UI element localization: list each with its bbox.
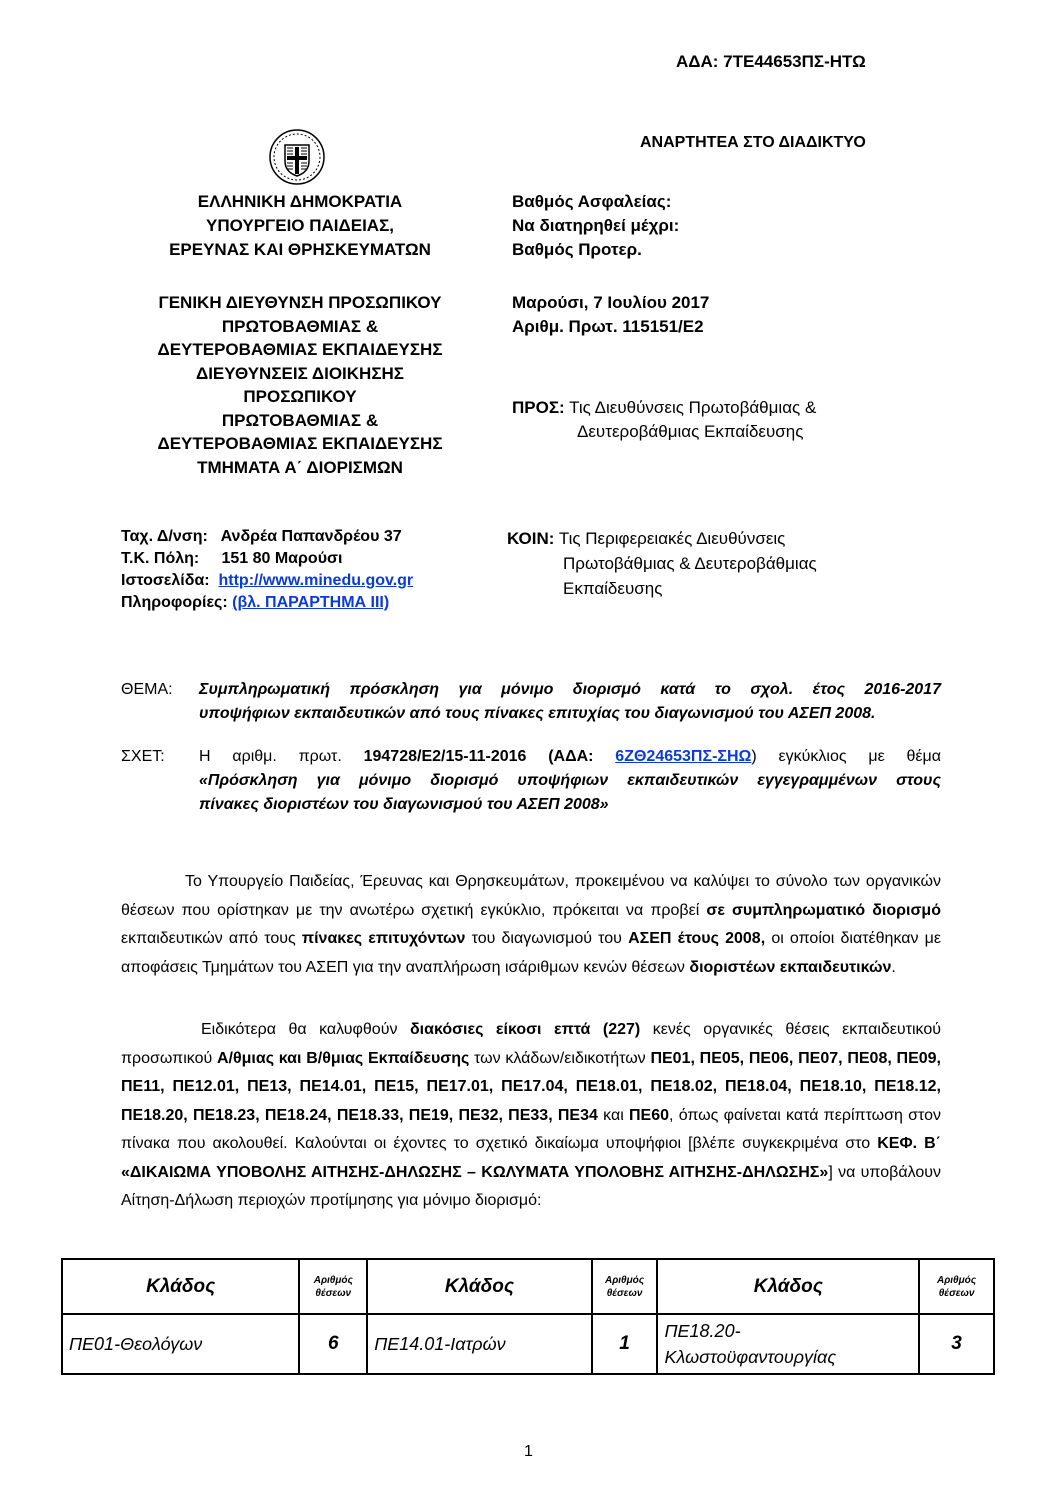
text-run: ΑΣΕΠ έτους 2008, (628, 930, 766, 947)
security-block (512, 190, 679, 262)
column-header-count (299, 1259, 367, 1314)
koin-line: Τις Περιφερειακές Διευθύνσεις (558, 529, 786, 548)
table-row (62, 1314, 994, 1374)
text-run: κενές οργανικές θέσεις εκπαιδευτικού προσωπικού (121, 1021, 942, 1067)
reference-line: «Πρόσκληση για μόνιμο διορισμό υποψήφιων εκπαιδευτικών εγγεγραμμένων στους (199, 772, 941, 789)
specialty-cell: ΠΕ14.01-Ιατρών (367, 1314, 591, 1374)
directorate-header (130, 291, 470, 479)
text-run: ΠΕ01, ΠΕ05, ΠΕ06, ΠΕ07, ΠΕ08, ΠΕ09, ΠΕ11, ΠΕ12.01, ΠΕ13, ΠΕ14.01, ΠΕ15, ΠΕ17.01, ΠΕ17.04, ΠΕ18.01, ΠΕ18.02, ΠΕ18.04, ΠΕ18.10, ΠΕ18.12, ΠΕ18.20, ΠΕ18.23, ΠΕ18.24, ΠΕ18.33, ΠΕ19, ΠΕ32, ΠΕ33, ΠΕ34 (121, 1049, 941, 1124)
text-run: ΠΕ60 (628, 1106, 670, 1124)
reference-number: 194728/Ε2/15-11-2016 (363, 748, 527, 765)
doc-date: Μαρούσι, 7 Ιουλίου 2017 (512, 293, 710, 312)
koin-line: Πρωτοβάθμιας & Δευτεροβάθμιας (563, 554, 817, 573)
specialty-line: Κλωστοϋφαντουργίας (664, 1347, 837, 1367)
reference-block (121, 745, 941, 817)
header-line: ΔΙΕΥΘΥΝΣΕΙΣ ΔΙΟΙΚΗΣΗΣ (195, 363, 405, 383)
security-level: Βαθμός Ασφαλείας: (512, 192, 672, 211)
page-number: 1 (524, 1443, 533, 1460)
pros-line: Τις Διευθύνσεις Πρωτοβάθμιας & (569, 398, 817, 417)
header-line: ΔΕΥΤΕΡΟΒΑΘΜΙΑΣ ΕΚΠΑΙΔΕΥΣΗΣ (157, 340, 443, 359)
priority-level: Βαθμός Προτερ. (512, 240, 642, 259)
table-header-row (62, 1259, 994, 1314)
column-header-specialty: Κλάδος (62, 1259, 299, 1314)
ministry-header (130, 190, 470, 262)
header-count-line: θέσεων (938, 1287, 975, 1299)
count-cell: 3 (919, 1314, 994, 1374)
header-count-line: Αριθμός (313, 1274, 353, 1286)
website-link[interactable]: http://www.minedu.gov.gr (218, 572, 414, 589)
column-header-count (919, 1259, 994, 1314)
subject-block (121, 678, 941, 726)
pros-label: ΠΡΟΣ: (512, 398, 565, 417)
text-run: και (597, 1106, 629, 1124)
text-run: Ειδικότερα θα καλυφθούν (201, 1021, 410, 1038)
ada-code: ΑΔΑ: 7ΤΕ44653ΠΣ-ΗΤΩ (676, 52, 866, 71)
postal-label: Τ.Κ. Πόλη: (121, 550, 200, 567)
koin-line: Εκπαίδευσης (563, 579, 663, 598)
column-header-specialty: Κλάδος (657, 1259, 919, 1314)
text-run: Το Υπουργείο Παιδείας, Έρευνας και Θρησκευμάτων, προκειμένου να καλύψει το σύνολο των οργανικών θέσεων που ορίστηκαν με την ανωτέρω σχετική εγκύκλιο, πρόκειται να προβεί (121, 873, 941, 919)
text-run: ΚΕΦ. Β΄ «ΔΙΚΑΙΩΜΑ ΥΠΟΒΟΛΗΣ ΑΙΤΗΣΗΣ-ΔΗΛΩΣΗΣ – ΚΩΛΥΜΑΤΑ ΥΠΟΛΟΒΗΣ ΑΙΤΗΣΗΣ-ΔΗΛΩΣΗΣ» (121, 1135, 941, 1181)
paragraph-2 (121, 1016, 941, 1216)
paragraph-1 (121, 868, 941, 982)
header-line: ΔΕΥΤΕΡΟΒΑΘΜΙΑΣ ΕΚΠΑΙΔΕΥΣΗΣ (157, 434, 443, 453)
count-cell: 1 (592, 1314, 658, 1374)
text-run: οι οποίοι διατέθηκαν με αποφάσεις Τμημάτων του ΑΣΕΠ για την αναπλήρωση ισάριθμων κενών θέσεων (121, 930, 942, 976)
reference-post: ) εγκύκλιος με θέμα (751, 748, 942, 765)
count-cell: 6 (299, 1314, 367, 1374)
contact-block (121, 526, 413, 614)
header-line: ΥΠΟΥΡΓΕΙΟ ΠΑΙΔΕΙΑΣ, (205, 216, 395, 235)
info-label: Πληροφορίες: (121, 594, 228, 611)
positions-table (61, 1258, 995, 1375)
koin-label: ΚΟΙΝ: (507, 529, 555, 548)
column-header-specialty: Κλάδος (367, 1259, 591, 1314)
reference-ada-open: (ΑΔΑ: (526, 748, 616, 765)
text-run: Α/θμιας και Β/θμιας Εκπαίδευσης (216, 1049, 470, 1067)
header-count-line: θέσεων (606, 1287, 643, 1299)
info-link[interactable]: (βλ. ΠΑΡΑΡΤΗΜΑ ΙΙΙ) (232, 594, 390, 611)
header-line: ΕΡΕΥΝΑΣ ΚΑΙ ΘΡΗΣΚΕΥΜΑΤΩΝ (169, 240, 431, 259)
header-line: ΤΜΗΜΑΤΑ Α΄ ΔΙΟΡΙΣΜΩΝ (197, 457, 403, 477)
text-run: διοριστέων εκπαιδευτικών (689, 958, 892, 976)
header-line: ΠΡΟΣΩΠΙΚΟΥ (243, 387, 357, 406)
header-count-line: Αριθμός (604, 1274, 645, 1286)
text-run: του διαγωνισμού του (465, 930, 629, 947)
pros-line: Δευτεροβάθμιας Εκπαίδευσης (577, 422, 804, 441)
header-line: ΕΛΛΗΝΙΚΗ ΔΗΜΟΚΡΑΤΙΑ (197, 192, 403, 211)
protocol-number: Αριθμ. Πρωτ. 115151/Ε2 (512, 317, 704, 336)
header-count-line: θέσεων (315, 1287, 352, 1299)
subject-line: Συμπληρωματική πρόσκληση για μόνιμο διορισμό κατά το σχολ. έτος 2016-2017 (199, 681, 941, 698)
date-protocol-block (512, 291, 709, 339)
cc-block (507, 526, 817, 601)
reference-line: πίνακες διοριστέων του διαγωνισμού του ΑΣΕΠ 2008» (199, 796, 609, 813)
specialty-cell (657, 1314, 919, 1374)
text-run: των κλάδων/ειδικοτήτων (469, 1049, 651, 1067)
website-label: Ιστοσελίδα: (121, 572, 210, 589)
text-run: ] να υποβάλουν Αίτηση-Δήλωση περιοχών προτίμησης για μόνιμο διορισμό: (121, 1163, 942, 1209)
recipients-block (512, 396, 816, 444)
header-line: ΠΡΩΤΟΒΑΘΜΙΑΣ & (221, 410, 379, 430)
header-line: ΠΡΩΤΟΒΑΘΜΙΑΣ & (221, 316, 379, 336)
subject-line: υποψήφιων εκπαιδευτικών από τους πίνακες επιτυχίας του διαγωνισμού του ΑΣΕΠ 2008. (199, 705, 876, 722)
subject-label: ΘΕΜΑ: (121, 681, 173, 698)
postal-value: 151 80 Μαρούσι (221, 550, 343, 567)
reference-label: ΣΧΕΤ: (121, 748, 165, 765)
reference-pre: Η αριθμ. πρωτ. (199, 748, 364, 765)
header-count-line: Αριθμός (937, 1274, 977, 1286)
specialty-cell: ΠΕ01-Θεολόγων (62, 1314, 299, 1374)
address-label: Ταχ. Δ/νση: (121, 528, 208, 545)
text-run: σε συμπληρωματικό διορισμό (706, 901, 941, 919)
publish-notice: ΑΝΑΡΤΗΤΕΑ ΣΤΟ ΔΙΑΔΙΚΤΥΟ (640, 134, 866, 151)
specialty-line: ΠΕ18.20- (664, 1321, 741, 1341)
text-run: διακόσιες είκοσι επτά (227) (409, 1021, 641, 1038)
text-run: . (891, 958, 896, 976)
reference-ada-link[interactable]: 6ΖΘ24653ΠΣ-ΣΗΩ (615, 748, 752, 765)
header-line: ΓΕΝΙΚΗ ΔΙΕΥΘΥΝΣΗ ΠΡΟΣΩΠΙΚΟΥ (158, 293, 442, 312)
column-header-count (592, 1259, 658, 1314)
text-run: εκπαιδευτικών από τους (121, 930, 302, 947)
text-run: , όπως φαίνεται κατά περίπτωση στον πίνακα που ακολουθεί. Καλούνται οι έχοντες το σχετικό δικαίωμα υποψήφιοι [βλέπε συγκεκριμένα στο (121, 1106, 942, 1152)
keep-until: Να διατηρηθεί μέχρι: (512, 216, 680, 235)
greek-emblem-icon (268, 128, 326, 186)
text-run: πίνακες επιτυχόντων (301, 930, 466, 947)
address-value: Ανδρέα Παπανδρέου 37 (220, 528, 402, 545)
